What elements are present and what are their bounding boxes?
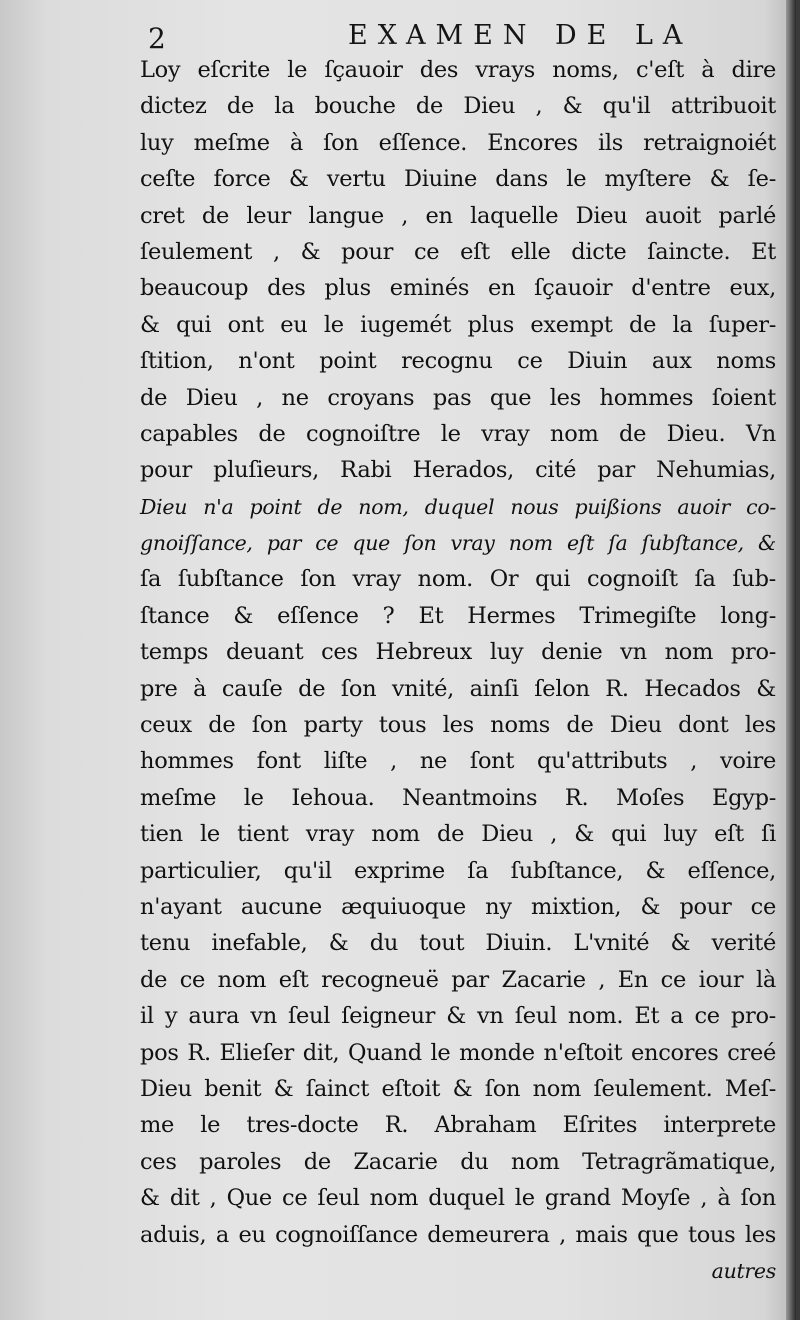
text-line: capables de cognoiſtre le vray nom de Dieu. Vn bbox=[140, 420, 776, 447]
text-line: gnoiſſance, par ce que ſon vray nom eſt ſa ſubſtance, & bbox=[140, 531, 776, 556]
page-number: 2 bbox=[148, 22, 166, 55]
text-line: tenu inefable, & du tout Diuin. L'vnité & verité bbox=[140, 930, 776, 957]
text-line: de Dieu , ne croyans pas que les hommes ſoient bbox=[140, 384, 776, 411]
text-line: luy meſme à ſon eſſence. Encores ils retraignoiét bbox=[140, 129, 776, 156]
text-line: pos R. Elieſer dit, Quand le monde n'eſtoit encores creé bbox=[140, 1039, 776, 1066]
text-line: ſeulement , & pour ce eſt elle dicte ſaincte. Et bbox=[140, 238, 776, 265]
text-line: ces paroles de Zacarie du nom Tetragrãmatique, bbox=[140, 1148, 776, 1175]
text-line: & dit , Que ce ſeul nom duquel le grand Moyſe , à ſon bbox=[140, 1185, 776, 1212]
catchword: autres bbox=[711, 1258, 776, 1283]
text-line: & qui ont eu le iugemét plus exempt de la ſuper- bbox=[140, 311, 776, 338]
text-line: Loy eſcrite le ſçauoir des vrays noms, c'eſt à dire bbox=[140, 57, 776, 83]
text-line: beaucoup des plus eminés en ſçauoir d'entre eux, bbox=[140, 275, 776, 302]
text-line: dictez de la bouche de Dieu , & qu'il attribuoit bbox=[140, 93, 776, 120]
page-header bbox=[148, 18, 693, 55]
text-line: cret de leur langue , en laquelle Dieu auoit parlé bbox=[140, 202, 776, 229]
page-gutter-shadow bbox=[786, 0, 796, 1320]
text-line: temps deuant ces Hebreux luy denie vn nom pro- bbox=[140, 639, 776, 666]
running-head: EXAMEN DE LA bbox=[348, 20, 693, 51]
text-line: me le tres-docte R. Abraham Eſrites interprete bbox=[140, 1112, 776, 1139]
text-line: tien le tient vray nom de Dieu , & qui luy eſt ſi bbox=[140, 821, 776, 848]
text-line: meſme le Iehoua. Neantmoins R. Moſes Egyp- bbox=[140, 784, 776, 811]
text-line: ceſte force & vertu Diuine dans le myſtere & ſe- bbox=[140, 166, 776, 193]
text-line: ſtance & eſſence ? Et Hermes Trimegiſte long- bbox=[140, 602, 776, 629]
text-line: aduis, a eu cognoiſſance demeurera , mais que tous les bbox=[140, 1221, 776, 1248]
text-line: n'ayant aucune æquiuoque ny mixtion, & pour ce bbox=[140, 893, 776, 920]
body-text bbox=[140, 52, 776, 1289]
text-line: hommes font liſte , ne ſont qu'attributs , voire bbox=[140, 748, 776, 775]
text-line: ſtition, n'ont point recognu ce Diuin aux noms bbox=[140, 348, 776, 375]
text-line: ceux de ſon party tous les noms de Dieu dont les bbox=[140, 712, 776, 739]
text-line: Dieu n'a point de nom, duquel nous puißions auoir co- bbox=[140, 494, 776, 519]
text-line: pre à cauſe de ſon vnité, ainſi ſelon R. Hecados & bbox=[140, 675, 776, 702]
text-line: il y aura vn ſeul ſeigneur & vn ſeul nom. Et a ce pro- bbox=[140, 1003, 776, 1030]
text-line: ſa ſubſtance ſon vray nom. Or qui cognoiſt ſa ſub- bbox=[140, 566, 776, 593]
text-line: particulier, qu'il exprime ſa ſubſtance, & eſſence, bbox=[140, 857, 776, 884]
text-line: pour pluſieurs, Rabi Herados, cité par Nehumias, bbox=[140, 457, 776, 484]
text-line: de ce nom eſt recogneuë par Zacarie , En ce iour là bbox=[140, 966, 776, 993]
text-line: Dieu benit & ſainct eſtoit & ſon nom ſeulement. Meſ- bbox=[140, 1075, 776, 1102]
